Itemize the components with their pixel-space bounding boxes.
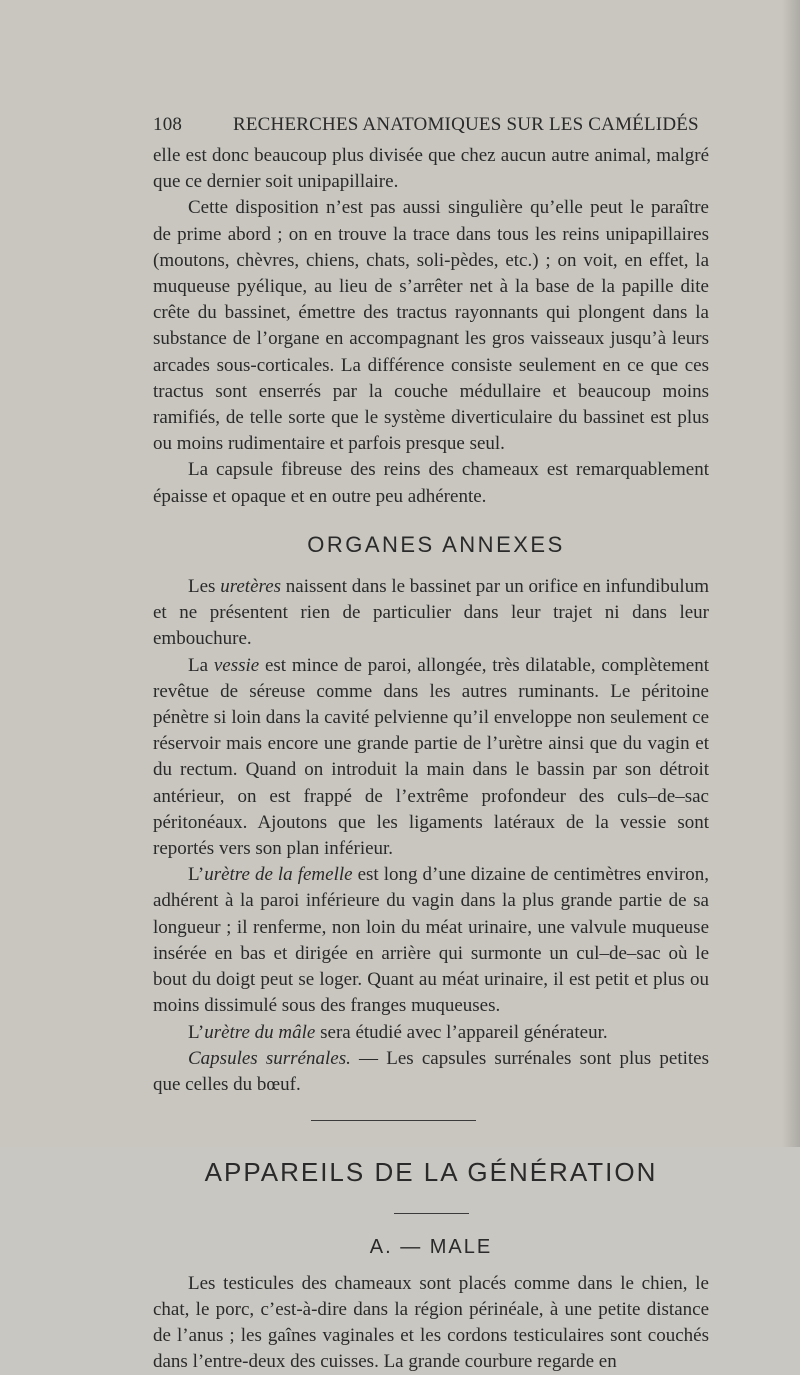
text-fragment: est long d’une dizaine de centimètres environ, adhérent à la paroi inférieure du vagin dans la plus grande partie de sa longueur ; il renferme, non loin du méat urinaire, une valvule muqueuse insérée en bas et dirigée en arrière qui surmonte un cul–de–sac où le bout du doigt peut se loger. Quant au méat urinaire, il est petit et plus ou moins dissimulé sous des franges muqueuses. xyxy=(153,864,709,1017)
text-fragment: La xyxy=(188,654,214,676)
subheading-male: A. — MALE xyxy=(369,1236,493,1259)
paragraph-ureteres xyxy=(153,574,709,653)
running-title: RECHERCHES ANATOMIQUES SUR LES CAMÉLIDÉS xyxy=(233,114,699,135)
paragraph-testicules: Les testicules des chameaux sont placés comme dans le chien, le chat, le porc, c’est-à-dire dans la région périnéale, à une petite distance de l’anus ; les gaînes vaginales et les cordons testiculaires sont couchés dans l’entre-deux des cuisses. La grande courbure regarde en xyxy=(153,1272,709,1373)
italic-term-uretre-femelle: urètre de la femelle xyxy=(204,864,353,886)
heading-divider-rule xyxy=(394,1213,469,1214)
text-fragment: sera étudié avec l’appareil générateur. xyxy=(315,1021,608,1043)
text-fragment: est mince de paroi, allongée, très dilatable, complètement revêtue de séreuse comme dans les autres ruminants. Le péritoine pénètre si loin dans la cavité pelvienne qu’il enveloppe non seulement ce réservoir mais encore une grande partie de l’urètre ainsi que du vagin et du rectum. Quand on introduit la main dans le bassin par son détroit antérieur, on est frappé de l’extrême profondeur des culs–de–sac péritonéaux. Ajoutons que les ligaments latéraux de la vessie sont reportés vers son plan inférieur. xyxy=(153,654,709,860)
page-number: 108 xyxy=(153,114,183,135)
italic-term-ureteres: uretères xyxy=(220,576,282,598)
section-divider-rule xyxy=(311,1120,476,1121)
text-fragment: Les xyxy=(188,576,221,598)
paragraph-disposition: Cette disposition n’est pas aussi singulière qu’elle peut le paraître de prime abord ; on en trouve la trace dans tous les reins unipapillaires (moutons, chèvres, chiens, chats, soli-pèdes, etc.) ; on voit, en effet, la muqueuse pyélique, au lieu de s’arrêter net à la base de la papille dite crête du bassinet, émettre des tractus rayonnants qui plongent dans la substance de l’organe en accompagnant les gros vaisseaux jusqu’à leurs arcades sous-corticales. La différence consiste seulement en ce que ces tractus sont enserrés par la couche médullaire et beaucoup moins ramifiés, de telle sorte que le système diverticulaire du bassinet est plus ou moins rudimentaire et parfois presque seul. xyxy=(153,197,709,455)
paragraph-vessie xyxy=(153,653,709,863)
italic-term-capsules-surrenales: Capsules surrénales. xyxy=(188,1047,351,1069)
italic-term-uretre-male: urètre du mâle xyxy=(204,1021,316,1043)
page-body xyxy=(153,143,709,1375)
italic-term-vessie: vessie xyxy=(213,654,260,676)
paragraph-uretre-femelle xyxy=(153,862,709,1019)
text-fragment: L’ xyxy=(188,864,205,886)
paragraph-continuation: elle est donc beaucoup plus divisée que chez aucun autre animal, malgré que ce dernier soit unipapillaire. xyxy=(153,145,709,193)
paragraph-capsules-surrenales xyxy=(153,1046,709,1098)
chapter-heading-generation: APPAREILS DE LA GÉNÉRATION xyxy=(204,1157,658,1188)
paragraph-uretre-male xyxy=(153,1020,709,1046)
text-fragment: — Les capsules surrénales sont plus petites que celles du bœuf. xyxy=(153,1047,709,1095)
text-fragment: naissent dans le bassinet par un orifice en infundibulum et ne présentent rien de particulier dans leur trajet ni dans leur embouchure. xyxy=(153,576,709,650)
text-fragment: L’ xyxy=(188,1021,205,1043)
running-head xyxy=(153,114,713,136)
paragraph-capsule: La capsule fibreuse des reins des chameaux est remarquablement épaisse et opaque et en outre peu adhérente. xyxy=(153,459,709,507)
section-heading-organes-annexes: ORGANES ANNEXES xyxy=(307,531,565,557)
